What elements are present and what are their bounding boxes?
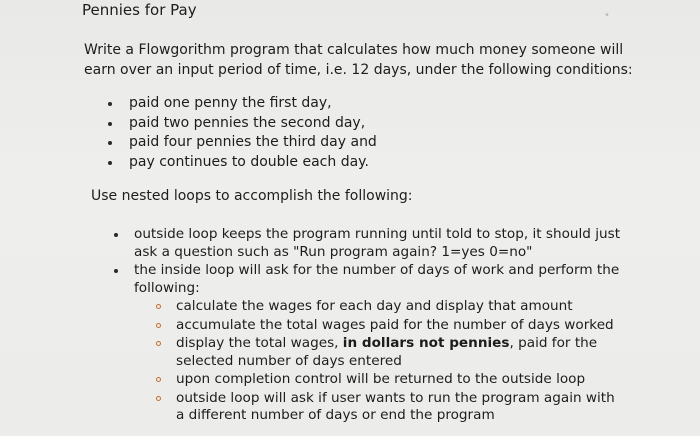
condition-text: pay continues to double each day. (129, 153, 369, 170)
list-item (108, 114, 377, 134)
condition-text: paid four pennies the third day and (129, 134, 377, 150)
list-item (156, 317, 618, 335)
list-item (108, 153, 377, 173)
bullet-icon (114, 269, 118, 273)
inner-item-text-post: , paid for the selected number of days entered (176, 335, 598, 369)
list-item (114, 226, 634, 261)
inner-loop-list (156, 298, 618, 425)
hollow-bullet-icon (156, 341, 161, 346)
bullet-icon (108, 141, 112, 145)
list-item (156, 371, 618, 389)
intro-paragraph: Write a Flowgorithm program that calculates how much money someone will earn over an input period of time, i.e. 12 days, under the following conditions: (84, 42, 633, 78)
list-item (156, 335, 618, 370)
inner-item-text: calculate the wages for each day and display that amount (176, 298, 573, 314)
nested-loops-heading: Use nested loops to accomplish the following: (91, 188, 413, 204)
list-item (114, 262, 634, 425)
list-item (156, 390, 618, 425)
page-title: Pennies for Pay (82, 1, 197, 19)
hollow-bullet-icon (156, 396, 161, 401)
bullet-icon (108, 122, 112, 126)
hollow-bullet-icon (156, 304, 161, 309)
inner-item-text-bold: in dollars not pennies (342, 335, 510, 351)
inner-item-text: outside loop will ask if user wants to run the program again with a different number of days or end the program (176, 389, 615, 423)
bullet-icon (108, 102, 112, 106)
bullet-icon (108, 161, 112, 165)
hollow-bullet-icon (156, 377, 161, 382)
inner-item-text: accumulate the total wages paid for the number of days worked (176, 316, 614, 333)
outer-item-text: outside loop keeps the program running until told to stop, it should just ask a question such as "Run program again? 1=yes 0=no" (134, 226, 621, 260)
list-item (108, 133, 377, 153)
outer-item-text: the inside loop will ask for the number of days of work and perform the following: (134, 262, 620, 296)
outer-loop-list (114, 226, 634, 426)
conditions-list (108, 94, 377, 172)
list-item (108, 94, 377, 114)
condition-text: paid two pennies the second day, (129, 114, 366, 131)
hollow-bullet-icon (156, 323, 161, 328)
bullet-icon (114, 233, 118, 237)
inner-item-text-pre: display the total wages, (176, 335, 343, 351)
condition-text: paid one penny the first day, (129, 95, 332, 111)
speck-icon: • (604, 10, 610, 21)
list-item (156, 298, 618, 316)
inner-item-text: upon completion control will be returned to the outside loop (176, 371, 586, 387)
